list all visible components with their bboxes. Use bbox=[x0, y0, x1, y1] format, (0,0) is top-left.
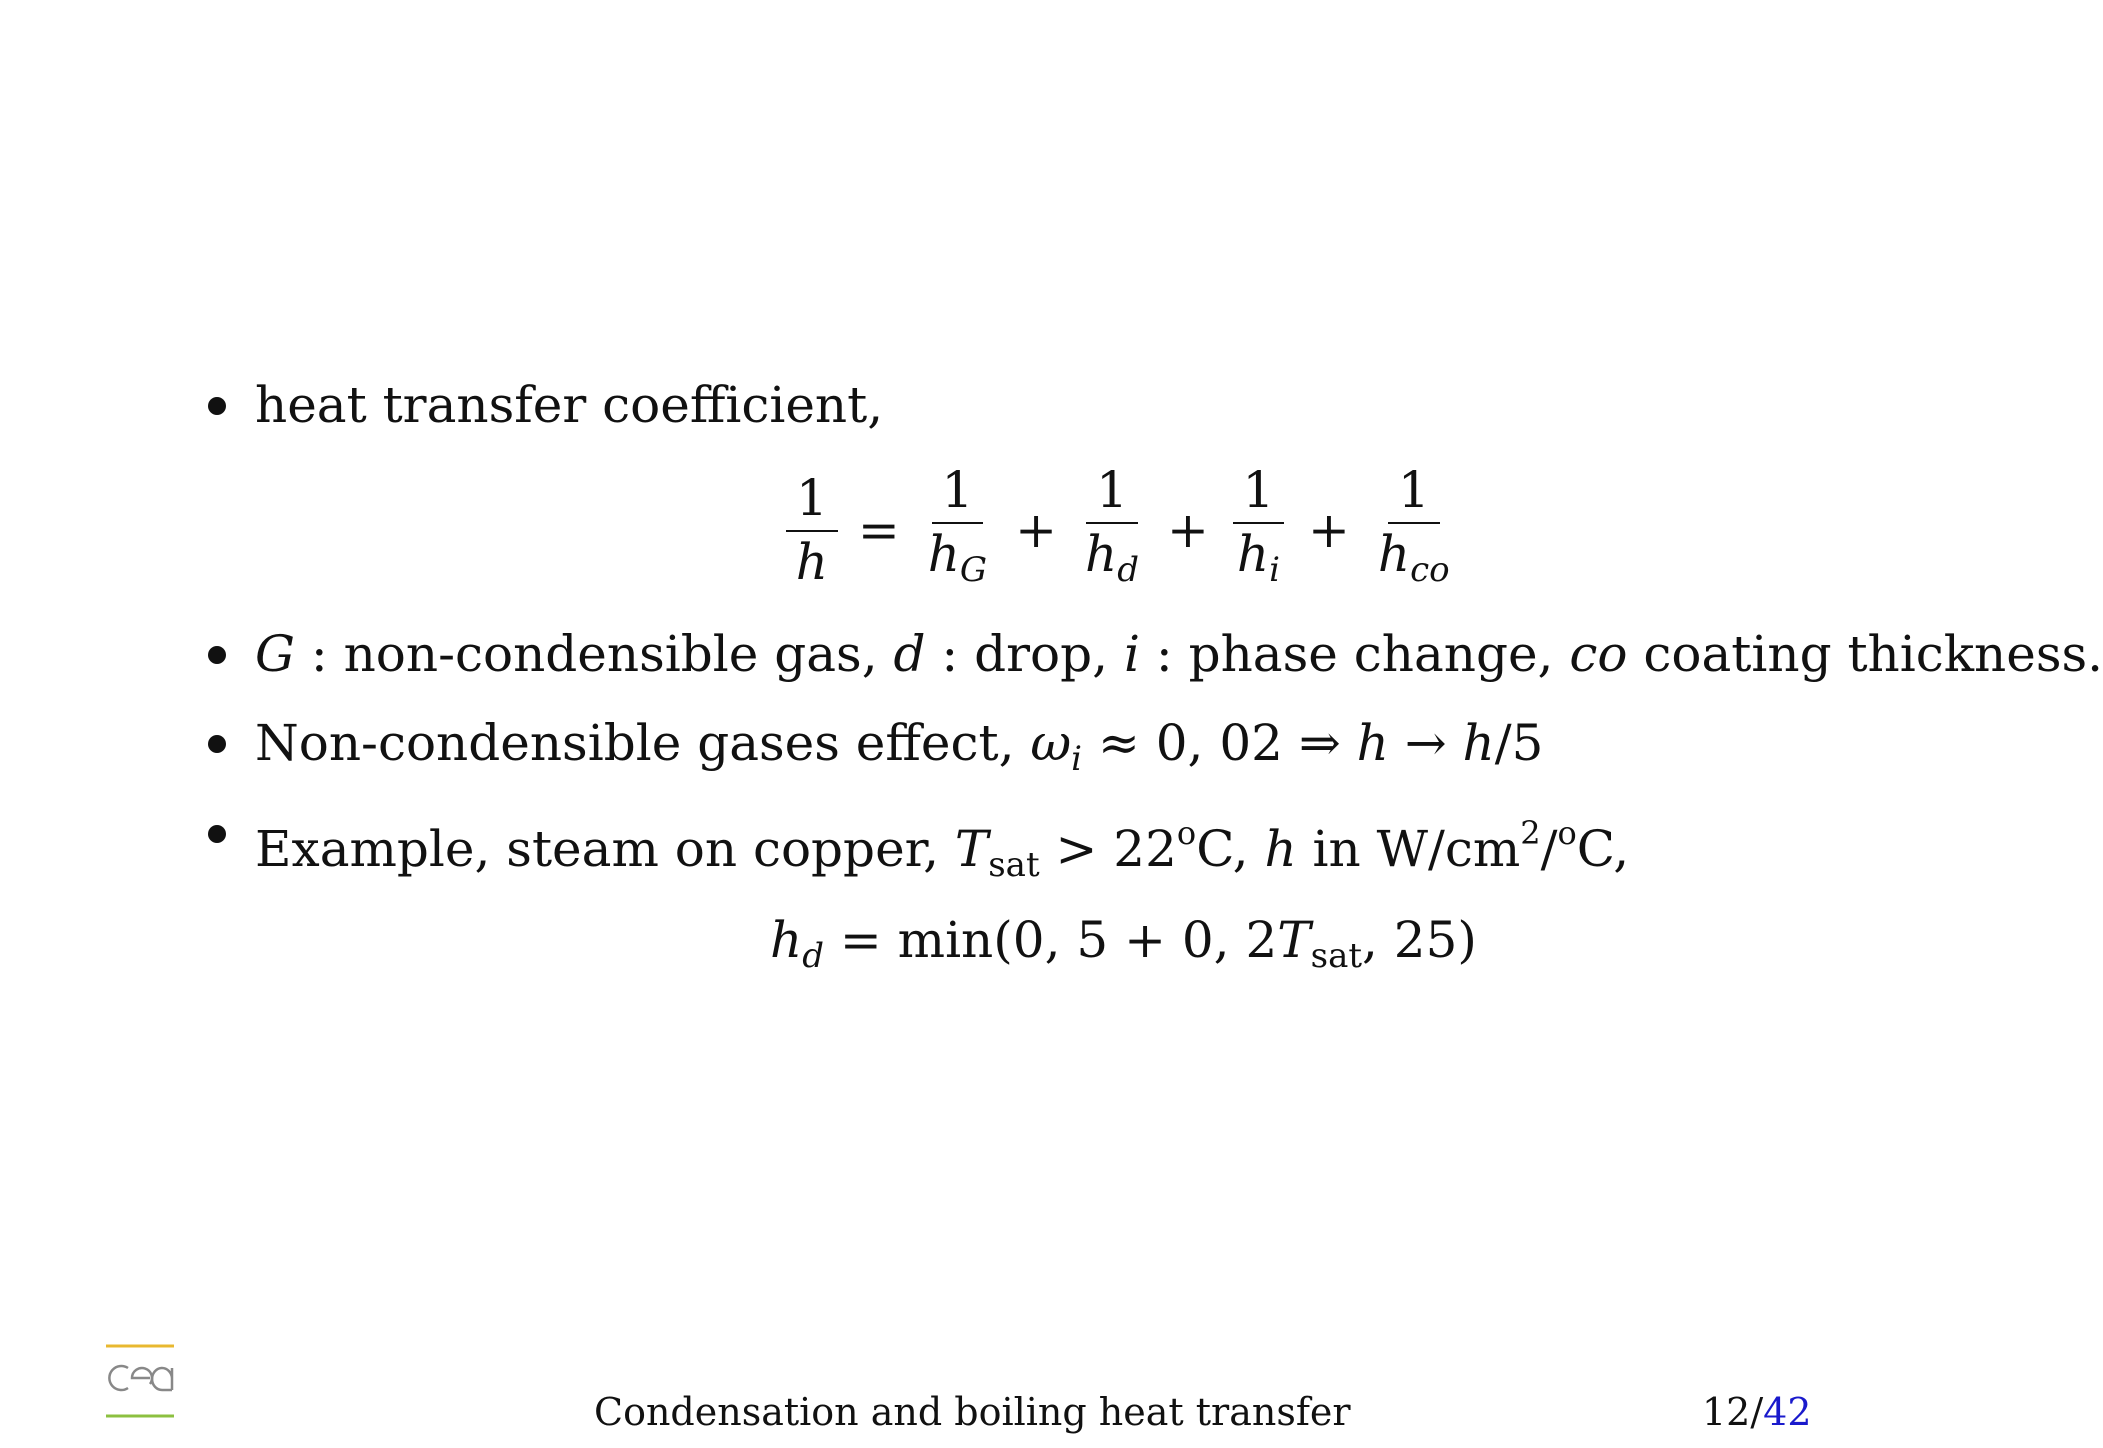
plus-sign: + bbox=[1166, 501, 1209, 559]
page-current: 12/ bbox=[1702, 1390, 1764, 1434]
fraction-denominator: $h_d$ bbox=[1085, 525, 1139, 590]
bullet-text: G : non-condensible gas, d : drop, i : phase change, co coating thickness. bbox=[255, 625, 2103, 683]
footer-title: Condensation and boiling heat transfer bbox=[594, 1390, 1351, 1434]
bullet-dot bbox=[208, 735, 226, 753]
fraction-numerator: 1 bbox=[1086, 464, 1138, 524]
page-number bbox=[1702, 1390, 1812, 1434]
fraction-numerator: 1 bbox=[1388, 464, 1440, 524]
plus-sign: + bbox=[1307, 501, 1350, 559]
fraction-denominator: $h_G$ bbox=[927, 525, 988, 590]
fraction-denominator: h bbox=[795, 533, 828, 591]
fraction-numerator: 1 bbox=[1233, 464, 1285, 524]
equals-sign: = bbox=[857, 501, 900, 559]
fraction-denominator: $h_{co}$ bbox=[1377, 525, 1450, 590]
fraction-term-g bbox=[920, 461, 995, 596]
fraction-term-co bbox=[1370, 461, 1458, 596]
fraction-numerator: 1 bbox=[786, 472, 838, 532]
fraction-lhs bbox=[786, 469, 838, 591]
bullet-dot bbox=[208, 646, 226, 664]
fraction-term-i bbox=[1229, 461, 1288, 596]
bullet-text: heat transfer coefficient, bbox=[255, 376, 884, 434]
bullet-text: Example, steam on copper, $T_{sat} > 22^oC$, h in $W/cm^2/^oC$, bbox=[255, 814, 1630, 885]
fraction-denominator: $h_i$ bbox=[1236, 525, 1280, 590]
fraction-numerator: 1 bbox=[932, 464, 984, 524]
plus-sign: + bbox=[1015, 501, 1057, 559]
fraction-term-d bbox=[1077, 461, 1147, 596]
page-total-link[interactable]: 42 bbox=[1763, 1390, 1812, 1434]
equation-heat-transfer-sum bbox=[780, 461, 1464, 591]
cea-logo-icon bbox=[106, 1344, 176, 1428]
bullet-dot bbox=[208, 825, 226, 843]
bullet-dot bbox=[208, 397, 226, 415]
equation-hd-min: $h_d = \min(0$, 5 + 0, $2T_{sat}$, 25) bbox=[770, 911, 1477, 976]
bullet-text: Non-condensible gases effect, $\omega_i \approx 0$, 02 ⇒ h → h/5 bbox=[255, 714, 1544, 779]
